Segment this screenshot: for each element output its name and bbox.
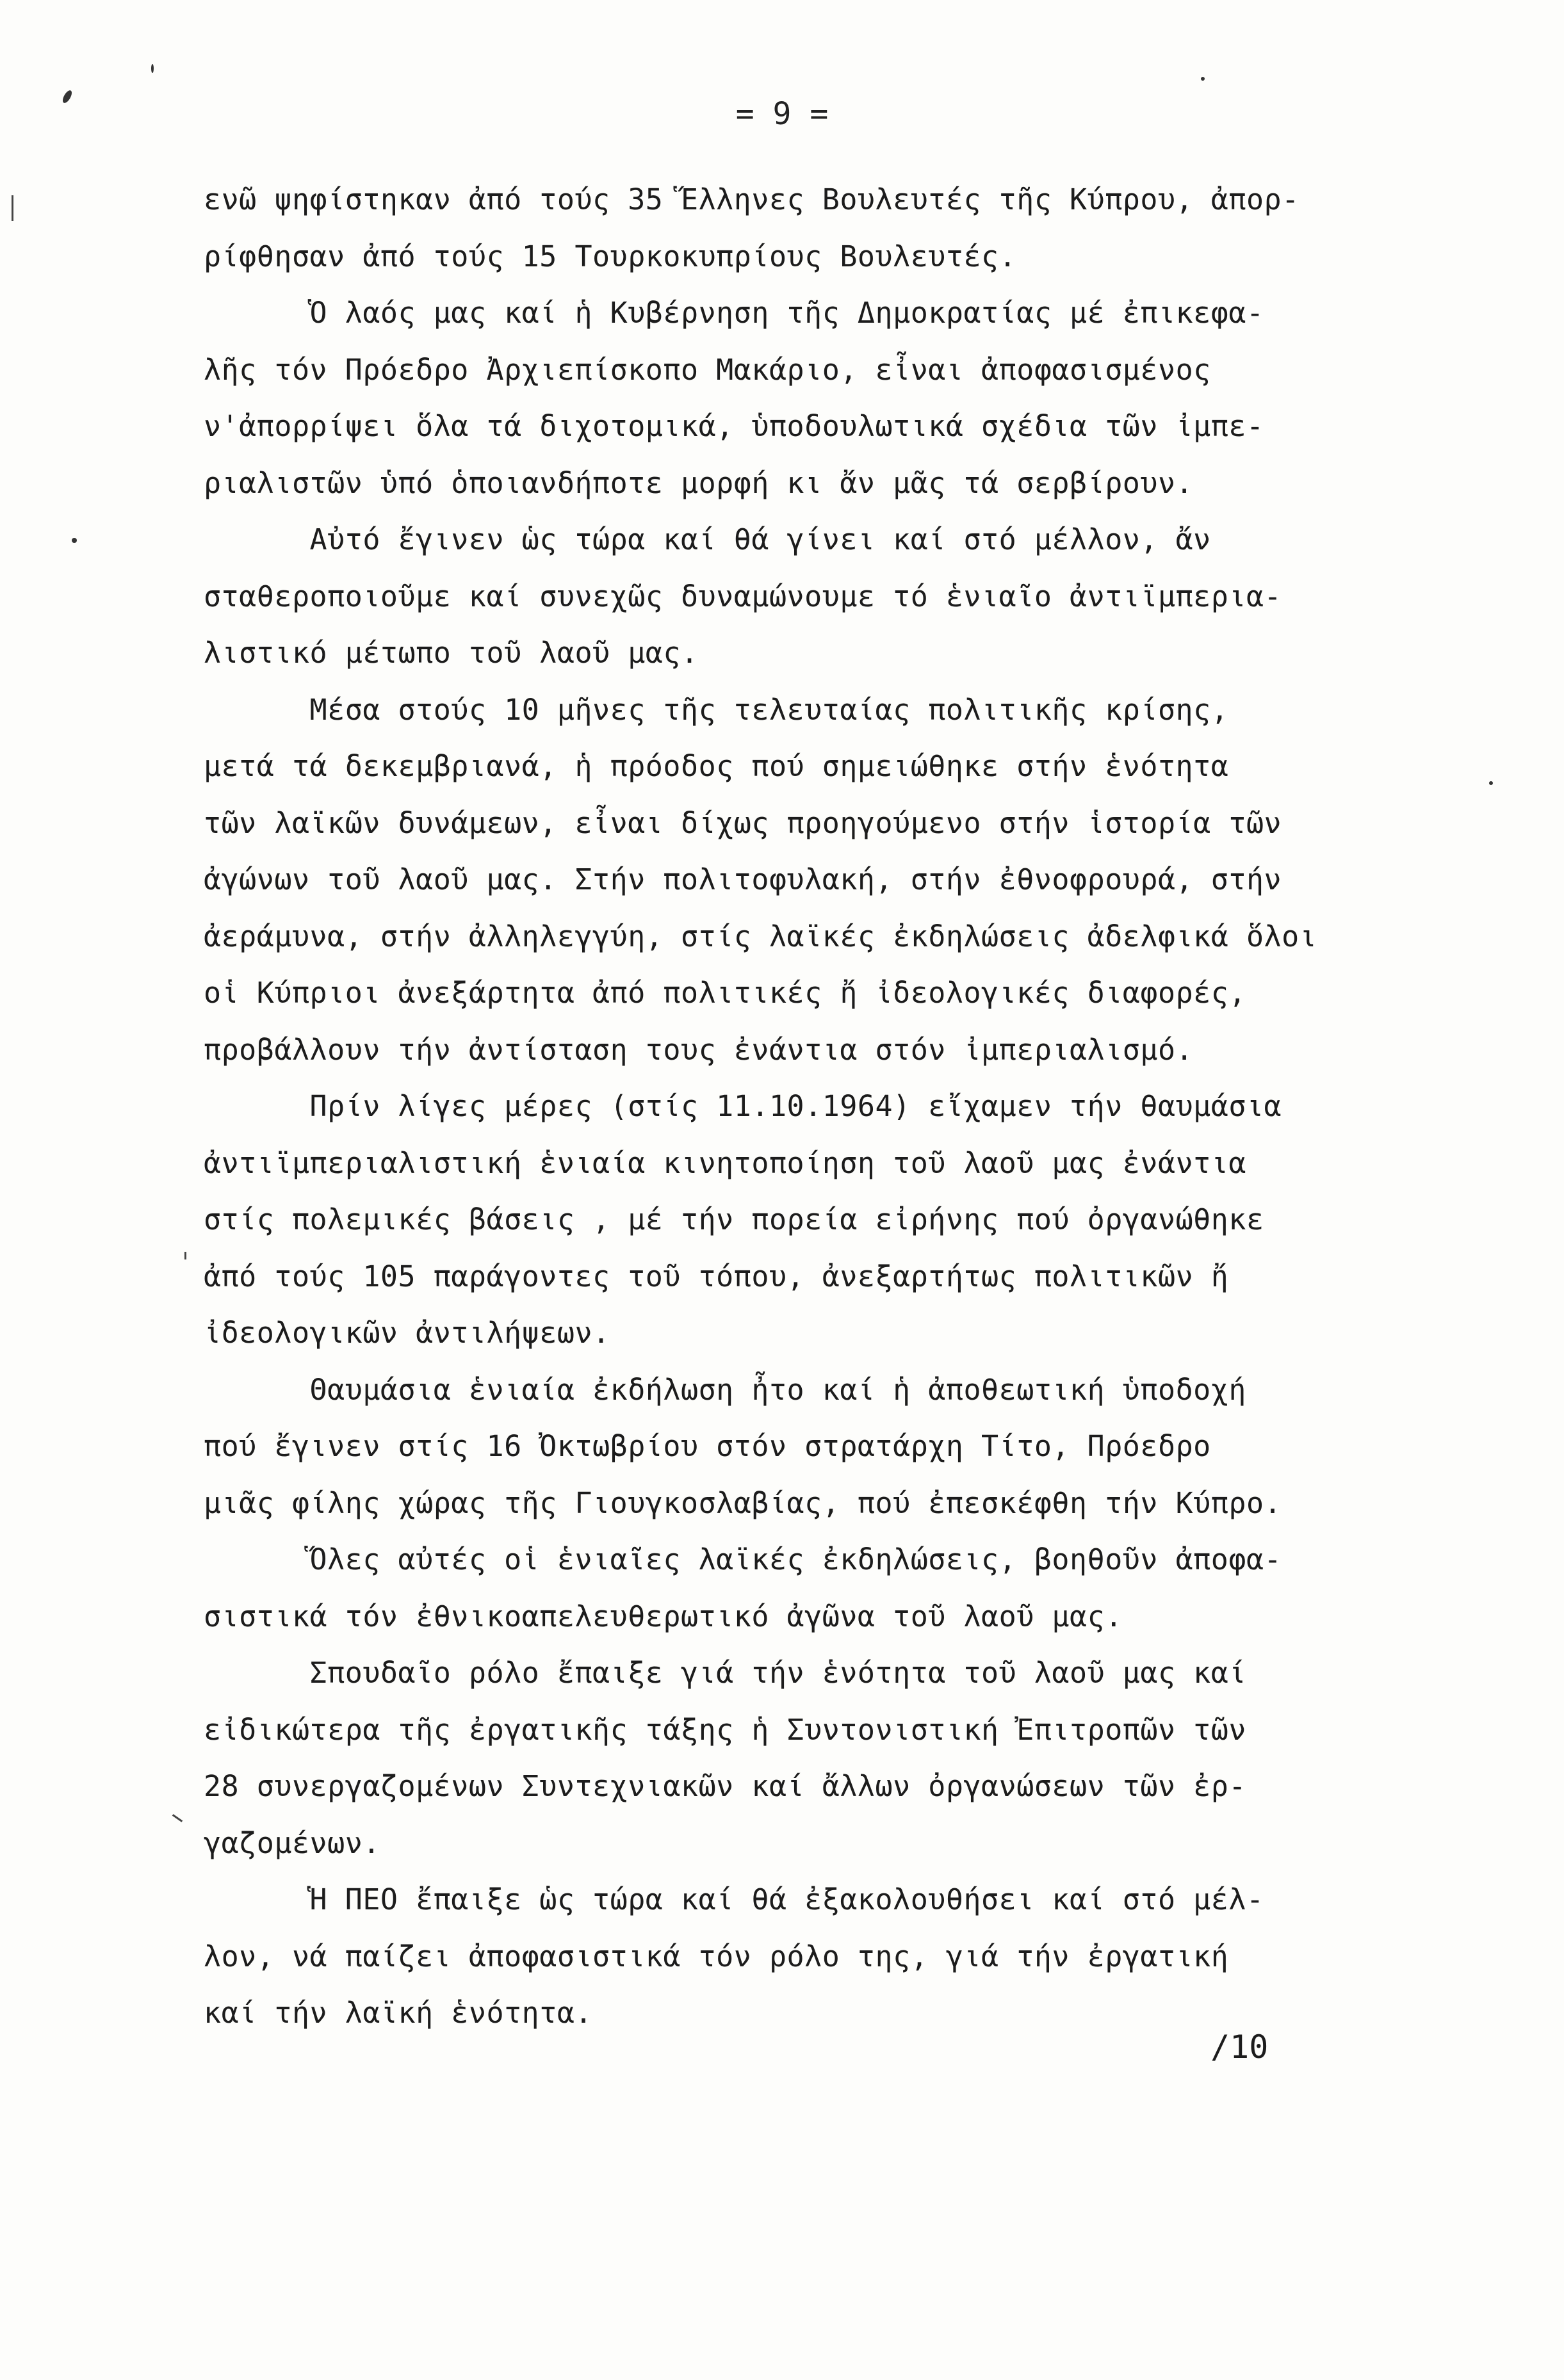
text-line: λῆς τόν Πρόεδρο Ἀρχιεπίσκοπο Μακάριο, εἶναι ἀποφασισμένος — [204, 352, 1211, 387]
text-line: σταθεροποιοῦμε καί συνεχῶς δυναμώνουμε τό ἑνιαῖο ἀντιϊμπερια- — [204, 579, 1282, 613]
text-line: ν'ἀπορρίψει ὅλα τά διχοτομικά, ὑποδουλωτικά σχέδια τῶν ἰμπε- — [204, 409, 1264, 443]
text-line: 28 συνεργαζομένων Συντεχνιακῶν καί ἄλλων ὀργανώσεων τῶν ἐρ- — [204, 1769, 1246, 1803]
document-body — [204, 172, 1433, 2042]
text-line: εἰδικώτερα τῆς ἐργατικῆς τάξης ἡ Συντονιστική Ἐπιτροπῶν τῶν — [204, 1712, 1246, 1747]
margin-mark — [172, 1814, 183, 1822]
page-number: = 9 = — [735, 96, 829, 132]
text-line: σιστικά τόν ἐθνικοαπελευθερωτικό ἀγῶνα τοῦ λαοῦ μας. — [204, 1599, 1123, 1633]
text-line: ἰδεολογικῶν ἀντιλήψεων. — [204, 1316, 610, 1350]
text-line: ρίφθησαν ἀπό τούς 15 Τουρκοκυπρίους Βουλευτές. — [204, 239, 1017, 273]
text-line: Θαυμάσια ἑνιαία ἐκδήλωση ἦτο καί ἡ ἀποθεωτική ὑποδοχή — [204, 1372, 1246, 1407]
text-line: μετά τά δεκεμβριανά, ἡ πρόοδος πού σημειώθηκε στήν ἑνότητα — [204, 749, 1229, 783]
ink-speck — [1201, 77, 1205, 81]
text-line: λον, νά παίζει ἀποφασιστικά τόν ρόλο της, γιά τήν ἐργατική — [204, 1939, 1229, 1973]
text-line: Ἡ ΠΕΟ ἔπαιξε ὡς τώρα καί θά ἐξακολουθήσει καί στό μέλ- — [204, 1882, 1264, 1916]
ink-speck — [1489, 781, 1493, 785]
text-line: Ὅλες αὐτές οἱ ἑνιαῖες λαϊκές ἐκδηλώσεις, βοηθοῦν ἀποφα- — [204, 1542, 1282, 1576]
margin-mark — [12, 195, 13, 221]
text-line: ἀεράμυνα, στήν ἀλληλεγγύη, στίς λαϊκές ἐκδηλώσεις ἀδελφικά ὅλοι — [204, 919, 1317, 953]
text-line: προβάλλουν τήν ἀντίσταση τους ἐνάντια στόν ἰμπεριαλισμό. — [204, 1032, 1194, 1067]
text-line: ἀπό τούς 105 παράγοντες τοῦ τόπου, ἀνεξαρτήτως πολιτικῶν ἤ — [204, 1259, 1229, 1293]
text-line: πού ἔγινεν στίς 16 Ὀκτωβρίου στόν στρατάρχη Τίτο, Πρόεδρο — [204, 1429, 1211, 1463]
text-line: καί τήν λαϊκή ἑνότητα. — [204, 1996, 593, 2030]
ink-speck — [151, 64, 154, 73]
text-line: ενῶ ψηφίστηκαν ἀπό τούς 35 Ἕλληνες Βουλευτές τῆς Κύπρου, ἀπορ- — [204, 182, 1299, 216]
text-line: λιστικό μέτωπο τοῦ λαοῦ μας. — [204, 636, 699, 670]
text-line: τῶν λαϊκῶν δυνάμεων, εἶναι δίχως προηγούμενο στήν ἱστορία τῶν — [204, 805, 1282, 840]
text-line: ἀγώνων τοῦ λαοῦ μας. Στήν πολιτοφυλακή, στήν ἐθνοφρουρά, στήν — [204, 862, 1282, 896]
text-line: ἀντιϊμπεριαλιστική ἑνιαία κινητοποίηση τοῦ λαοῦ μας ἐνάντια — [204, 1145, 1246, 1180]
text-line: μιᾶς φίλης χώρας τῆς Γιουγκοσλαβίας, πού ἐπεσκέφθη τήν Κύπρο. — [204, 1485, 1282, 1520]
text-line: οἱ Κύπριοι ἀνεξάρτητα ἀπό πολιτικές ἤ ἰδεολογικές διαφορές, — [204, 976, 1246, 1010]
text-line: Μέσα στούς 10 μῆνες τῆς τελευταίας πολιτικῆς κρίσης, — [204, 692, 1229, 727]
text-line: ριαλιστῶν ὑπό ὁποιανδήποτε μορφή κι ἄν μᾶς τά σερβίρουν. — [204, 465, 1194, 500]
text-line: γαζομένων. — [204, 1825, 380, 1860]
text-line: Σπουδαῖο ρόλο ἔπαιξε γιά τήν ἑνότητα τοῦ λαοῦ μας καί — [204, 1656, 1246, 1690]
ink-speck — [72, 538, 77, 543]
text-line: Ὁ λαός μας καί ἡ Κυβέρνηση τῆς Δημοκρατίας μέ ἐπικεφα- — [204, 296, 1264, 330]
text-line: Πρίν λίγες μέρες (στίς 11.10.1964) εἴχαμεν τήν θαυμάσια — [204, 1089, 1282, 1123]
margin-mark — [184, 1252, 186, 1259]
text-line: Αὐτό ἔγινεν ὡς τώρα καί θά γίνει καί στό μέλλον, ἄν — [204, 522, 1211, 556]
text-line: στίς πολεμικές βάσεις , μέ τήν πορεία εἰρήνης πού ὀργανώθηκε — [204, 1202, 1264, 1236]
continuation-marker: /10 — [1210, 2028, 1269, 2066]
